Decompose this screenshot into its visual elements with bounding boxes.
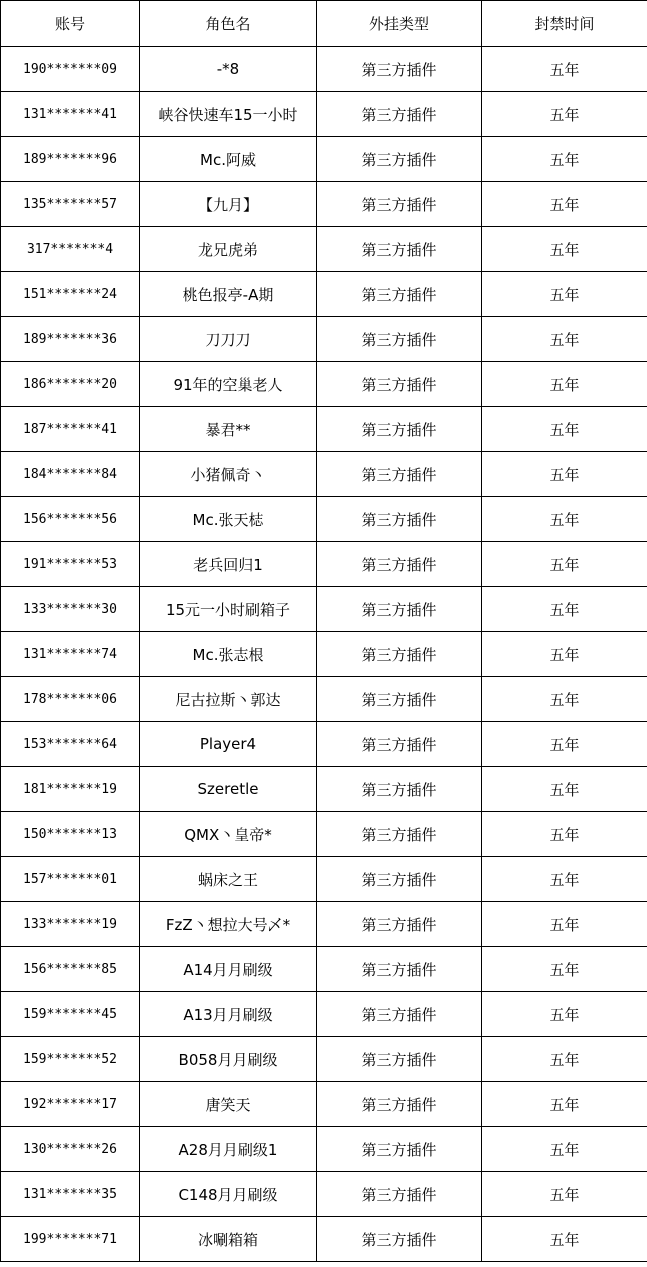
ban-duration-cell: 五年 — [482, 722, 647, 767]
role-name-cell: 小猪佩奇丶 — [140, 452, 317, 497]
cheat-type-cell: 第三方插件 — [317, 272, 482, 317]
cheat-type-cell: 第三方插件 — [317, 452, 482, 497]
ban-duration-cell: 五年 — [482, 362, 647, 407]
cheat-type-cell: 第三方插件 — [317, 1172, 482, 1217]
role-name-cell: Szeretle — [140, 767, 317, 812]
table-row — [1, 587, 647, 632]
table-row — [1, 272, 647, 317]
role-name-cell: 峡谷快速车15一小时 — [140, 92, 317, 137]
account-cell: 157*******01 — [1, 857, 140, 902]
cheat-type-cell: 第三方插件 — [317, 92, 482, 137]
ban-duration-cell: 五年 — [482, 947, 647, 992]
account-cell: 130*******26 — [1, 1127, 140, 1172]
role-name-cell: 唐笑天 — [140, 1082, 317, 1127]
account-cell: 190*******09 — [1, 47, 140, 92]
account-cell: 131*******74 — [1, 632, 140, 677]
role-name-cell: 15元一小时刷箱子 — [140, 587, 317, 632]
cheat-type-cell: 第三方插件 — [317, 1037, 482, 1082]
header-row — [1, 1, 647, 47]
ban-duration-cell: 五年 — [482, 812, 647, 857]
ban-duration-cell: 五年 — [482, 452, 647, 497]
account-cell: 199*******71 — [1, 1217, 140, 1262]
role-name-cell: A14月月刷级 — [140, 947, 317, 992]
account-cell: 184*******84 — [1, 452, 140, 497]
account-cell: 178*******06 — [1, 677, 140, 722]
role-name-cell: 桃色报亭-A期 — [140, 272, 317, 317]
cheat-type-cell: 第三方插件 — [317, 1127, 482, 1172]
table-row — [1, 182, 647, 227]
ban-duration-cell: 五年 — [482, 587, 647, 632]
ban-duration-cell: 五年 — [482, 317, 647, 362]
cheat-type-cell: 第三方插件 — [317, 497, 482, 542]
cheat-type-cell: 第三方插件 — [317, 857, 482, 902]
table-row — [1, 92, 647, 137]
role-name-cell: 暴君** — [140, 407, 317, 452]
table-row — [1, 317, 647, 362]
account-cell: 133*******19 — [1, 902, 140, 947]
role-name-cell: Player4 — [140, 722, 317, 767]
ban-duration-cell: 五年 — [482, 497, 647, 542]
ban-duration-cell: 五年 — [482, 767, 647, 812]
role-name-cell: 蜗床之王 — [140, 857, 317, 902]
cheat-type-cell: 第三方插件 — [317, 317, 482, 362]
ban-duration-cell: 五年 — [482, 137, 647, 182]
table-row — [1, 947, 647, 992]
table-row — [1, 677, 647, 722]
cheat-type-cell: 第三方插件 — [317, 722, 482, 767]
table-row — [1, 1082, 647, 1127]
table-row — [1, 1037, 647, 1082]
ban-duration-cell: 五年 — [482, 272, 647, 317]
role-name-cell: 刀刀刀 — [140, 317, 317, 362]
role-name-cell: Mc.张志根 — [140, 632, 317, 677]
table-row — [1, 767, 647, 812]
role-name-cell: 冰唰箱箱 — [140, 1217, 317, 1262]
ban-duration-cell: 五年 — [482, 47, 647, 92]
role-name-cell: A13月月刷级 — [140, 992, 317, 1037]
role-name-cell: 龙兄虎弟 — [140, 227, 317, 272]
ban-duration-cell: 五年 — [482, 902, 647, 947]
table-row — [1, 227, 647, 272]
account-cell: 189*******96 — [1, 137, 140, 182]
account-cell: 187*******41 — [1, 407, 140, 452]
ban-duration-cell: 五年 — [482, 1172, 647, 1217]
cheat-type-cell: 第三方插件 — [317, 587, 482, 632]
table-row — [1, 47, 647, 92]
account-cell: 189*******36 — [1, 317, 140, 362]
account-cell: 156*******85 — [1, 947, 140, 992]
table-row — [1, 1217, 647, 1262]
table-row — [1, 992, 647, 1037]
cheat-type-cell: 第三方插件 — [317, 902, 482, 947]
role-name-cell: 【九月】 — [140, 182, 317, 227]
table-row — [1, 1172, 647, 1217]
account-cell: 135*******57 — [1, 182, 140, 227]
cheat-type-cell: 第三方插件 — [317, 812, 482, 857]
cheat-type-cell: 第三方插件 — [317, 947, 482, 992]
cheat-type-cell: 第三方插件 — [317, 407, 482, 452]
ban-duration-cell: 五年 — [482, 857, 647, 902]
table-row — [1, 362, 647, 407]
table-row — [1, 542, 647, 587]
table-row — [1, 497, 647, 542]
table-row — [1, 137, 647, 182]
account-cell: 317*******4 — [1, 227, 140, 272]
cheat-type-cell: 第三方插件 — [317, 767, 482, 812]
account-cell: 133*******30 — [1, 587, 140, 632]
role-name-cell: 老兵回归1 — [140, 542, 317, 587]
account-cell: 159*******45 — [1, 992, 140, 1037]
account-cell: 151*******24 — [1, 272, 140, 317]
table-row — [1, 812, 647, 857]
header-role-name: 角色名 — [140, 1, 317, 47]
cheat-type-cell: 第三方插件 — [317, 677, 482, 722]
ban-duration-cell: 五年 — [482, 1127, 647, 1172]
role-name-cell: Mc.张天梽 — [140, 497, 317, 542]
account-cell: 186*******20 — [1, 362, 140, 407]
account-cell: 150*******13 — [1, 812, 140, 857]
table-row — [1, 857, 647, 902]
ban-duration-cell: 五年 — [482, 542, 647, 587]
ban-duration-cell: 五年 — [482, 1082, 647, 1127]
account-cell: 131*******41 — [1, 92, 140, 137]
table-row — [1, 632, 647, 677]
cheat-type-cell: 第三方插件 — [317, 1082, 482, 1127]
ban-duration-cell: 五年 — [482, 1217, 647, 1262]
table-row — [1, 722, 647, 767]
role-name-cell: QMX丶皇帝* — [140, 812, 317, 857]
table-row — [1, 902, 647, 947]
cheat-type-cell: 第三方插件 — [317, 632, 482, 677]
ban-duration-cell: 五年 — [482, 92, 647, 137]
ban-duration-cell: 五年 — [482, 1037, 647, 1082]
header-account: 账号 — [1, 1, 140, 47]
account-cell: 191*******53 — [1, 542, 140, 587]
table-row — [1, 407, 647, 452]
ban-duration-cell: 五年 — [482, 407, 647, 452]
cheat-type-cell: 第三方插件 — [317, 1217, 482, 1262]
header-cheat-type: 外挂类型 — [317, 1, 482, 47]
ban-duration-cell: 五年 — [482, 677, 647, 722]
table-body — [1, 47, 647, 1262]
role-name-cell: 91年的空巢老人 — [140, 362, 317, 407]
table-header — [1, 1, 647, 47]
ban-duration-cell: 五年 — [482, 182, 647, 227]
cheat-type-cell: 第三方插件 — [317, 182, 482, 227]
account-cell: 131*******35 — [1, 1172, 140, 1217]
role-name-cell: -*8 — [140, 47, 317, 92]
ban-duration-cell: 五年 — [482, 632, 647, 677]
table-row — [1, 1127, 647, 1172]
cheat-type-cell: 第三方插件 — [317, 137, 482, 182]
table-row — [1, 452, 647, 497]
role-name-cell: 尼古拉斯丶郭达 — [140, 677, 317, 722]
account-cell: 156*******56 — [1, 497, 140, 542]
account-cell: 181*******19 — [1, 767, 140, 812]
ban-duration-cell: 五年 — [482, 992, 647, 1037]
role-name-cell: C148月月刷级 — [140, 1172, 317, 1217]
cheat-type-cell: 第三方插件 — [317, 362, 482, 407]
account-cell: 159*******52 — [1, 1037, 140, 1082]
role-name-cell: A28月月刷级1 — [140, 1127, 317, 1172]
header-ban-duration: 封禁时间 — [482, 1, 647, 47]
cheat-type-cell: 第三方插件 — [317, 992, 482, 1037]
role-name-cell: Mc.阿威 — [140, 137, 317, 182]
account-cell: 192*******17 — [1, 1082, 140, 1127]
cheat-type-cell: 第三方插件 — [317, 47, 482, 92]
role-name-cell: FzZ丶想拉大号乄* — [140, 902, 317, 947]
cheat-type-cell: 第三方插件 — [317, 227, 482, 272]
ban-duration-cell: 五年 — [482, 227, 647, 272]
account-cell: 153*******64 — [1, 722, 140, 767]
role-name-cell: B058月月刷级 — [140, 1037, 317, 1082]
cheat-type-cell: 第三方插件 — [317, 542, 482, 587]
